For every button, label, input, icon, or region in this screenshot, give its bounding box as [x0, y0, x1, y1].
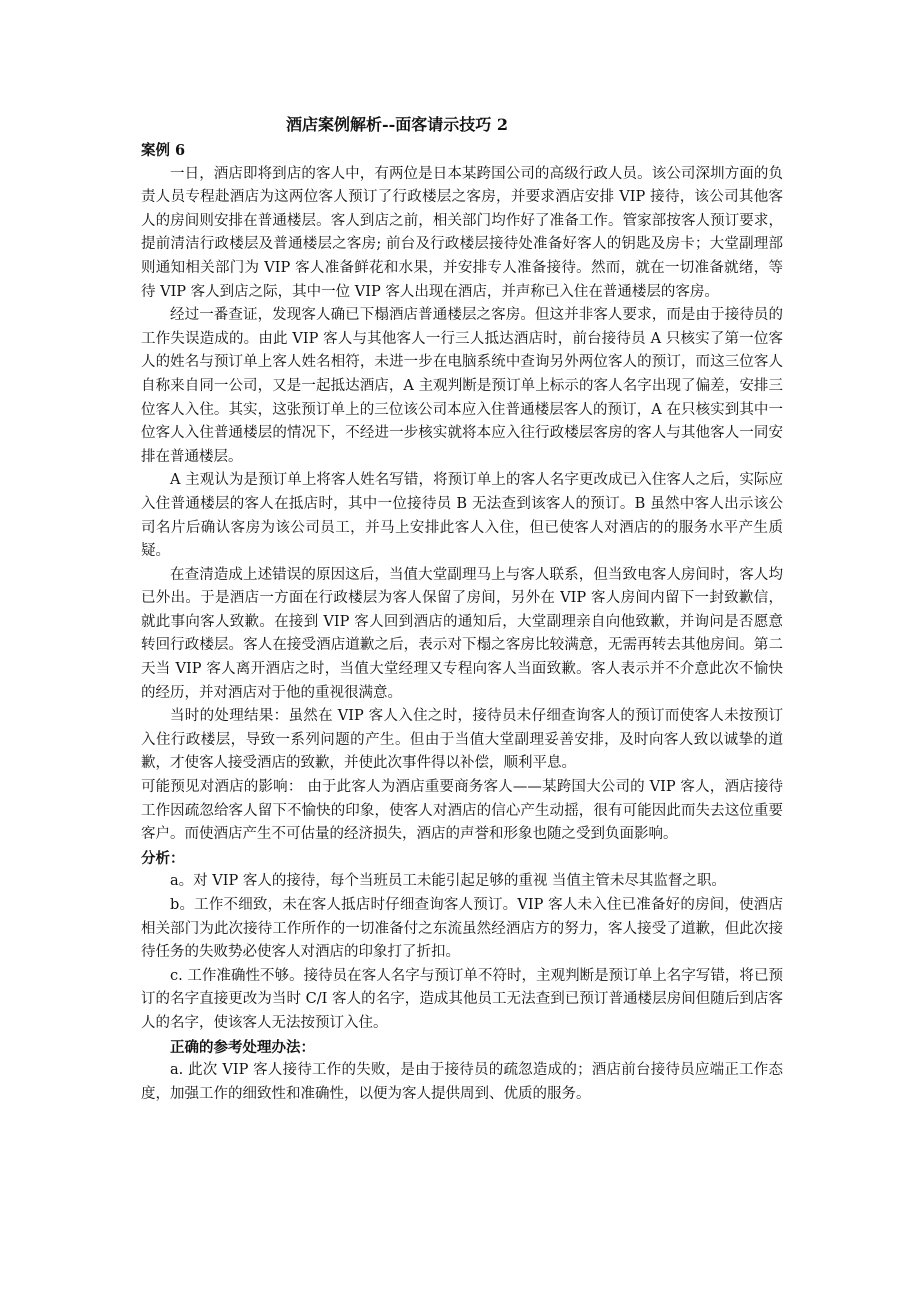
- document-title: 酒店案例解析--面客请示技巧 2: [286, 115, 508, 134]
- analysis-item-c: c. 工作准确性不够。接待员在客人名字与预订单不符时，主观判断是预订单上名字写错，将已预订的名字直接更改为当时 C/I 客人的名字，造成其他员工无法查到已预订普通楼层房间但随后到店客人的名字，使该客人无法按预订入住。: [141, 967, 783, 1031]
- solution-item-a: a. 此次 VIP 客人接待工作的失败，是由于接待员的疏忽造成的；酒店前台接待员应端正工作态度，加强工作的细致性和准确性，以便为客人提供周到、优质的服务。: [141, 1062, 783, 1102]
- case-paragraph-4: 在查清造成上述错误的原因这后，当值大堂副理马上与客人联系，但当致电客人房间时，客人均已外出。于是酒店一方面在行政楼层为客人保留了房间，另外在 VIP 客人房间内留下一封致歉信，就此事向客人致歉。在接到 VIP 客人回到酒店的通知后，大堂副理亲自向他致歉，并询问是否愿意转回行政楼层。客人在接受酒店道歉之后，表示对下榻之客房比较满意，无需再转去其他房间。第二天当 VIP 客人离开酒店之时，当值大堂经理又专程向客人当面致歉。客人表示并不介意此次不愉快的经历，并对酒店对于他的重视很满意。: [141, 566, 783, 701]
- solution-heading: 正确的参考处理办法：: [170, 1038, 315, 1056]
- case-paragraph-2: 经过一番查证，发现客人确已下榻酒店普通楼层之客房。但这并非客人要求，而是由于接待员的工作失误造成的。由此 VIP 客人与其他客人一行三人抵达酒店时，前台接待员 A 只核实了第一位客人的姓名与预订单上客人姓名相符，未进一步在电脑系统中查询另外两位客人的预订，而这三位客人自称来自同一公司，又是一起抵达酒店，A 主观判断是预订单上标示的客人名字出现了偏差，安排三位客人入住。其实，这张预订单上的三位该公司本应入住普通楼层客人的预订，A 在只核实到其中一位客人入住普通楼层的情况下，不经进一步核实就将本应入往行政楼层客房的客人与其他客人一同安排在普通楼层。: [141, 307, 783, 465]
- case-paragraph-1: 一日，酒店即将到店的客人中，有两位是日本某跨国公司的高级行政人员。该公司深圳方面的负责人员专程赴酒店为这两位客人预订了行政楼层之客房，并要求酒店安排 VIP 接待，该公司其他客人的房间则安排在普通楼层。客人到店之前，相关部门均作好了准备工作。管家部按客人预订要求，提前清洁行政楼层及普通楼层之客房; 前台及行政楼层接待处准备好客人的钥匙及房卡；大堂副理部则通知相关部门为 VIP 客人准备鲜花和水果，并安排专人准备接待。然而，就在一切准备就绪，等待 VIP 客人到店之际，其中一位 VIP 客人出现在酒店，并声称已入住在普通楼层的客房。: [141, 165, 783, 300]
- case-paragraph-5: 当时的处理结果：虽然在 VIP 客人入住之时，接待员未仔细查询客人的预订而使客人未按预订入住行政楼层，导致一系列问题的产生。但由于当值大堂副理妥善安排，及时向客人致以诚挚的道歉，才使客人接受酒店的致歉，并使此次事件得以补偿，顺利平息。: [141, 708, 783, 772]
- analysis-heading: 分析：: [141, 849, 185, 867]
- impact-paragraph: 可能预见对酒店的影响： 由于此客人为酒店重要商务客人——某跨国大公司的 VIP 客人，酒店接待工作因疏忽给客人留下不愉快的印象，使客人对酒店的信心产生动摇，很有可能因此而失去这位重要客户。而使酒店产生不可估量的经济损失，酒店的声誉和形象也随之受到负面影响。: [141, 779, 783, 843]
- analysis-item-a: a。对 VIP 客人的接待，每个当班员工未能引起足够的重视 当值主管未尽其监督之职。: [170, 873, 726, 890]
- document-body: [141, 113, 783, 1106]
- case-heading: 案例 6: [141, 142, 186, 159]
- analysis-item-b: b。工作不细致，未在客人抵店时仔细查询客人预订。VIP 客人未入住已准备好的房间，使酒店相关部门为此次接待工作所作的一切准备付之东流虽然经酒店方的努力，客人接受了道歉，但此次接待任务的失败势必使客人对酒店的印象打了折扣。: [141, 897, 783, 961]
- case-paragraph-3: A 主观认为是预订单上将客人姓名写错，将预订单上的客人名字更改成已入住客人之后，实际应入住普通楼层的客人在抵店时，其中一位接待员 B 无法查到该客人的预订。B 虽然中客人出示该公司名片后确认客房为该公司员工，并马上安排此客人入住，但已使客人对酒店的的服务水平产生质疑。: [141, 472, 783, 560]
